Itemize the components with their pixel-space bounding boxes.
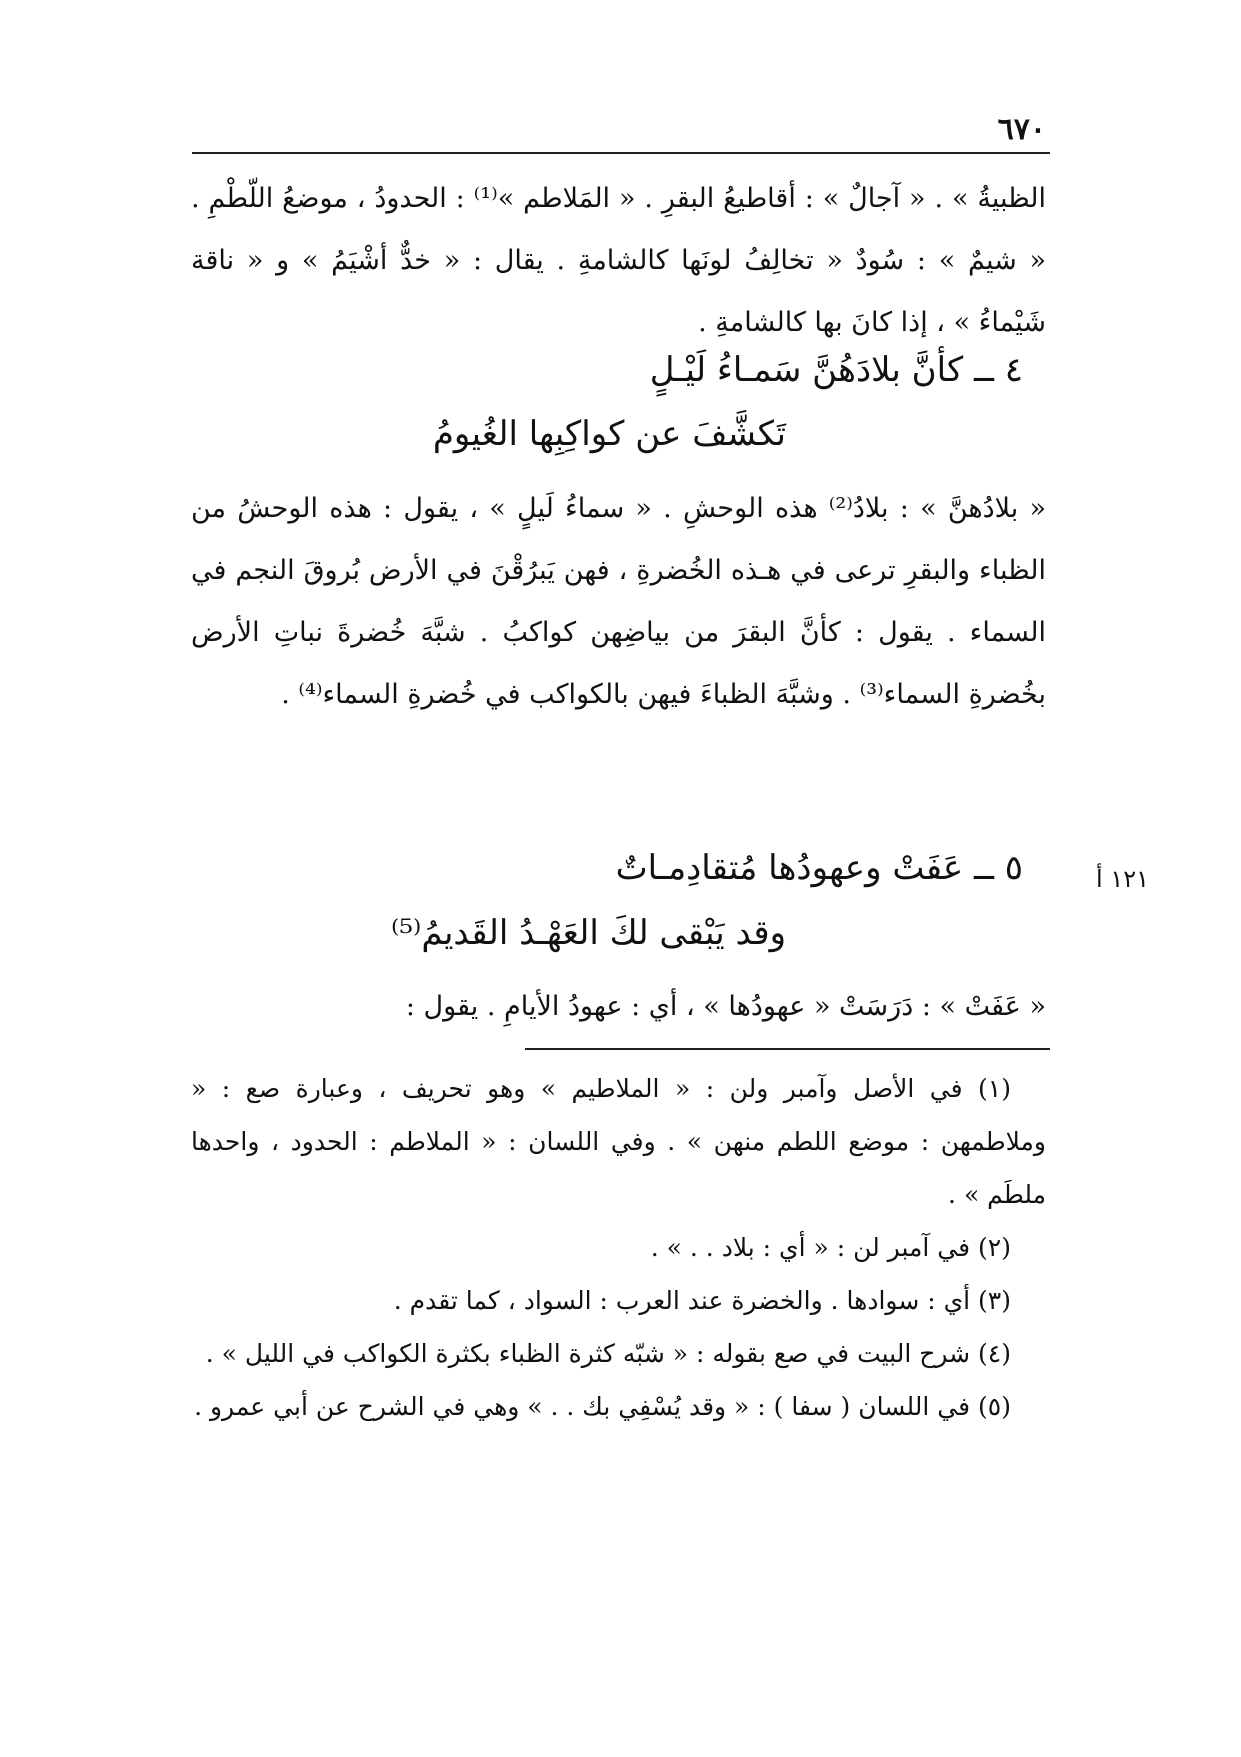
commentary-block-2 <box>191 478 1046 726</box>
footnote-rule <box>525 1048 1050 1050</box>
commentary-paragraph: « بلادُهنَّ » : بلادُ⁽²⁾ هذه الوحشِ . « سماءُ لَيلٍ » ، يقول : هذه الوحشُ من الظباء والبقرِ ترعى في هـذه الخُضرةِ ، فهن يَبرُقْنَ في الأرض بُروقَ النجم في السماء . يقول : كأنَّ البقرَ من بياضِهن كواكبُ . شبَّهَ خُضرةَ نباتِ الأرض بخُضرةِ السماء⁽³⁾ . وشبَّهَ الظباءَ فيهن بالكواكب في خُضرةِ السماء⁽⁴⁾ . <box>191 493 1047 710</box>
footnote-5: (٥) في اللسان ( سفا ) : « وقد يُسْفِي بك . . » وهي في الشرح عن أبي عمرو . <box>194 1392 1011 1421</box>
footnotes <box>191 1062 1046 1433</box>
manuscript-folio-note: ١٢١ أ <box>1096 865 1149 893</box>
commentary-paragraph: « عَفَتْ » : دَرَسَتْ « عهودُها » ، أي : عهودُ الأيامِ . يقول : <box>405 991 1046 1022</box>
verse-5-first-hemistich: ٥ ــ عَفَتْ وعهودُها مُتقادِمـاتٌ <box>615 848 1023 888</box>
footnote-3: (٣) أي : سوادها . والخضرة عند العرب : السواد ، كما تقدم . <box>393 1286 1011 1315</box>
commentary-paragraph: الظبيةُ » . « آجالٌ » : أقاطيعُ البقرِ . « المَلاطم »⁽¹⁾ : الحدودُ ، موضعُ اللّطْمِ . « شيمٌ » : سُودٌ « تخالِفُ لونَها كالشامةِ . يقال : « خدٌّ أشْيَمُ » و « ناقة شَيْماءُ » ، إذا كانَ بها كالشامةِ . <box>191 183 1046 338</box>
verse-4-second-hemistich: تَكشَّفَ عن كواكِبِها الغُيومُ <box>432 414 786 454</box>
verse-4-first-hemistich: ٤ ــ كأنَّ بلادَهُنَّ سَمـاءُ لَيْـلٍ <box>649 350 1023 390</box>
footnote-4: (٤) شرح البيت في صع بقوله : « شبّه كثرة الظباء بكثرة الكواكب في الليل » . <box>205 1339 1011 1368</box>
page-number: ٦٧٠ <box>997 112 1046 147</box>
header-rule <box>192 152 1050 154</box>
commentary-block-1 <box>191 168 1046 354</box>
commentary-block-3 <box>191 976 1046 1038</box>
verse-5-second-hemistich: وقد يَبْقى لكَ العَهْـدُ القَديمُ⁽⁵⁾ <box>390 913 786 953</box>
footnote-1: (١) في الأصل وآمبر ولن : « الملاطيم » وهو تحريف ، وعبارة صع : « وملاطمهن : موضع اللطم منهن » . وفي اللسان : « الملاطم : الحدود ، واحدها ملطَم » . <box>191 1074 1046 1209</box>
footnote-2: (٢) في آمبر لن : « أي : بلاد . . » . <box>650 1233 1011 1262</box>
